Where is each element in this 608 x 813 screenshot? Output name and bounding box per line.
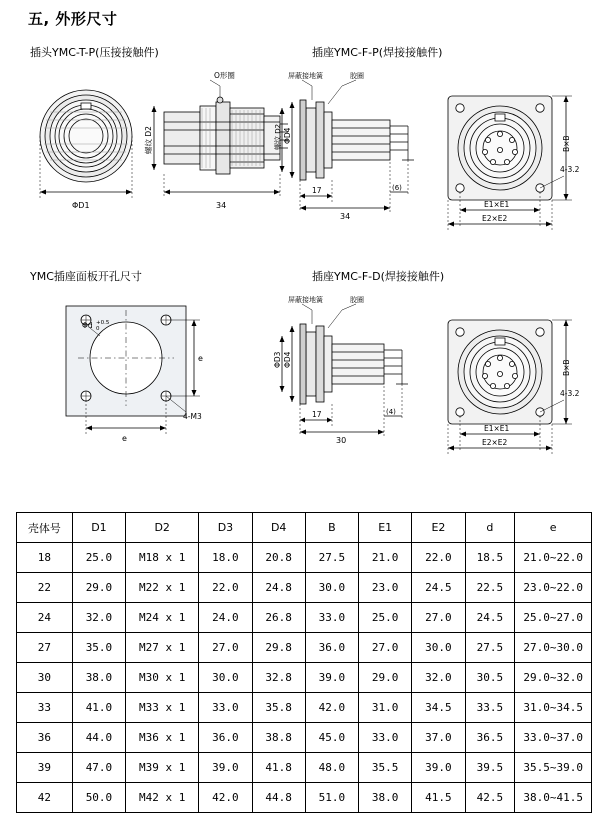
table-cell: 27 — [17, 633, 73, 663]
table-header-cell: E1 — [359, 513, 412, 543]
table-cell: 24 — [17, 603, 73, 633]
table-cell: 33.0~37.0 — [515, 723, 592, 753]
table-cell: M36 x 1 — [126, 723, 199, 753]
table-cell: 42.0 — [199, 783, 252, 813]
table-cell: 31.0 — [359, 693, 412, 723]
table-cell: 47.0 — [72, 753, 125, 783]
table-header-cell: e — [515, 513, 592, 543]
table-cell: 21.0~22.0 — [515, 543, 592, 573]
figure-panel-cutout — [28, 288, 278, 458]
table-cell: 25.0 — [359, 603, 412, 633]
table-cell: 42 — [17, 783, 73, 813]
figure-caption-panel-cut: YMC插座面板开孔尺寸 — [30, 270, 142, 283]
table-header-row — [17, 513, 592, 543]
table-cell: 24.0 — [199, 603, 252, 633]
figure-plug-tp — [24, 64, 290, 234]
svg-text:ΦD3: ΦD3 — [273, 351, 282, 368]
table-cell: 27.0 — [199, 633, 252, 663]
table-cell: 30.0 — [305, 573, 358, 603]
svg-text:E1×E1: E1×E1 — [484, 424, 510, 433]
table-cell: 29.0~32.0 — [515, 663, 592, 693]
table-row — [17, 543, 592, 573]
table-cell: 44.0 — [72, 723, 125, 753]
table-cell: 41.8 — [252, 753, 305, 783]
svg-text:E2×E2: E2×E2 — [482, 438, 508, 447]
table-cell: 33.0 — [305, 603, 358, 633]
table-cell: 35.5~39.0 — [515, 753, 592, 783]
table-row — [17, 753, 592, 783]
table-header-cell: D2 — [126, 513, 199, 543]
table-header-cell: D4 — [252, 513, 305, 543]
table-cell: 22.0 — [412, 543, 465, 573]
svg-text:+0.5: +0.5 — [96, 320, 110, 326]
svg-text:螺纹 D2: 螺纹 D2 — [274, 123, 282, 150]
table-cell: 45.0 — [305, 723, 358, 753]
table-cell: 36.5 — [465, 723, 515, 753]
svg-text:ΦD4: ΦD4 — [283, 351, 292, 368]
table-cell: 25.0~27.0 — [515, 603, 592, 633]
table-cell: 30.0 — [412, 633, 465, 663]
table-header-cell: d — [465, 513, 515, 543]
dimension-table — [16, 512, 592, 813]
table-cell: 48.0 — [305, 753, 358, 783]
table-cell: M27 x 1 — [126, 633, 199, 663]
table-row — [17, 723, 592, 753]
svg-text:Φd: Φd — [82, 321, 93, 330]
page-title: 五, 外形尺寸 — [28, 10, 118, 28]
svg-text:ΦD1: ΦD1 — [72, 201, 90, 210]
table-header-cell: E2 — [412, 513, 465, 543]
table-cell: 39.0 — [305, 663, 358, 693]
svg-text:17: 17 — [312, 186, 322, 195]
svg-text:B×B: B×B — [562, 359, 571, 376]
table-cell: 37.0 — [412, 723, 465, 753]
table-cell: 38.0 — [359, 783, 412, 813]
svg-text:E2×E2: E2×E2 — [482, 214, 508, 223]
table-cell: 38.0~41.5 — [515, 783, 592, 813]
svg-text:34: 34 — [216, 201, 227, 210]
table-cell: 23.0~22.0 — [515, 573, 592, 603]
table-cell: 26.8 — [252, 603, 305, 633]
table-cell: 34.5 — [412, 693, 465, 723]
table-cell: 18 — [17, 543, 73, 573]
table-cell: M24 x 1 — [126, 603, 199, 633]
table-cell: 32.0 — [412, 663, 465, 693]
figure-caption-recept-fd: 插座YMC-F-D(焊接接触件) — [312, 270, 445, 283]
table-cell: M42 x 1 — [126, 783, 199, 813]
svg-text:4-3.2: 4-3.2 — [560, 389, 580, 398]
table-cell: 23.0 — [359, 573, 412, 603]
table-cell: 39 — [17, 753, 73, 783]
table-cell: 39.0 — [199, 753, 252, 783]
svg-text:34: 34 — [340, 212, 351, 221]
table-cell: 25.0 — [72, 543, 125, 573]
table-cell: 30 — [17, 663, 73, 693]
table-cell: M22 x 1 — [126, 573, 199, 603]
table-cell: 27.0 — [359, 633, 412, 663]
table-row — [17, 693, 592, 723]
table-cell: 42.0 — [305, 693, 358, 723]
svg-text:e: e — [198, 354, 203, 363]
svg-text:4-3.2: 4-3.2 — [560, 165, 580, 174]
svg-text:胶圈: 胶圈 — [350, 296, 364, 304]
svg-text:(4): (4) — [386, 408, 396, 416]
svg-text:0: 0 — [96, 326, 100, 332]
table-cell: 29.0 — [72, 573, 125, 603]
figure-caption-recept-fp: 插座YMC-F-P(焊接接触件) — [312, 46, 443, 59]
table-cell: 30.0 — [199, 663, 252, 693]
table-cell: 39.5 — [465, 753, 515, 783]
table-cell: 33 — [17, 693, 73, 723]
table-cell: 27.5 — [465, 633, 515, 663]
table-cell: 31.0~34.5 — [515, 693, 592, 723]
table-cell: 21.0 — [359, 543, 412, 573]
table-cell: 24.8 — [252, 573, 305, 603]
figure-caption-plug-tp: 插头YMC-T-P(压接接触件) — [30, 46, 159, 59]
table-cell: 39.0 — [412, 753, 465, 783]
table-cell: 41.0 — [72, 693, 125, 723]
table-cell: 36.0 — [305, 633, 358, 663]
table-header-cell: 壳体号 — [17, 513, 73, 543]
table-cell: 27.0 — [412, 603, 465, 633]
table-cell: 18.0 — [199, 543, 252, 573]
table-cell: M39 x 1 — [126, 753, 199, 783]
svg-text:ΦD4: ΦD4 — [283, 127, 292, 144]
svg-text:30: 30 — [336, 436, 347, 445]
table-cell: 35.5 — [359, 753, 412, 783]
table-cell: 38.0 — [72, 663, 125, 693]
table-header-cell: D3 — [199, 513, 252, 543]
svg-text:17: 17 — [312, 410, 322, 419]
table-cell: 30.5 — [465, 663, 515, 693]
table-cell: 32.0 — [72, 603, 125, 633]
table-row — [17, 633, 592, 663]
figure-recept-fd — [272, 288, 592, 458]
table-cell: 51.0 — [305, 783, 358, 813]
table-row — [17, 663, 592, 693]
table-cell: 22 — [17, 573, 73, 603]
table-cell: 33.5 — [465, 693, 515, 723]
table-cell: 38.8 — [252, 723, 305, 753]
svg-text:胶圈: 胶圈 — [350, 72, 364, 80]
table-cell: 22.5 — [465, 573, 515, 603]
table-cell: 42.5 — [465, 783, 515, 813]
table-row — [17, 573, 592, 603]
table-cell: 50.0 — [72, 783, 125, 813]
figure-recept-fp — [272, 64, 592, 234]
table-header-cell: B — [305, 513, 358, 543]
table-cell: 27.5 — [305, 543, 358, 573]
svg-text:(6): (6) — [392, 184, 402, 192]
table-cell: 27.0~30.0 — [515, 633, 592, 663]
table-row — [17, 603, 592, 633]
table-cell: 41.5 — [412, 783, 465, 813]
table-cell: 35.8 — [252, 693, 305, 723]
svg-text:屏蔽接地簧: 屏蔽接地簧 — [288, 72, 323, 80]
table-cell: 22.0 — [199, 573, 252, 603]
table-header-cell: D1 — [72, 513, 125, 543]
table-cell: 18.5 — [465, 543, 515, 573]
table-cell: 44.8 — [252, 783, 305, 813]
table-cell: 24.5 — [465, 603, 515, 633]
svg-text:B×B: B×B — [562, 135, 571, 152]
table-cell: M33 x 1 — [126, 693, 199, 723]
table-cell: 36.0 — [199, 723, 252, 753]
table-cell: 33.0 — [359, 723, 412, 753]
table-row — [17, 783, 592, 813]
table-cell: M30 x 1 — [126, 663, 199, 693]
dimension-table-wrapper — [16, 512, 592, 813]
svg-text:e: e — [122, 434, 127, 443]
svg-text:O形圈: O形圈 — [214, 71, 235, 80]
svg-text:螺纹 D2: 螺纹 D2 — [144, 126, 153, 154]
svg-text:屏蔽接地簧: 屏蔽接地簧 — [288, 296, 323, 304]
table-cell: 29.8 — [252, 633, 305, 663]
table-cell: 36 — [17, 723, 73, 753]
table-cell: 29.0 — [359, 663, 412, 693]
table-cell: 20.8 — [252, 543, 305, 573]
table-cell: M18 x 1 — [126, 543, 199, 573]
table-cell: 35.0 — [72, 633, 125, 663]
table-cell: 32.8 — [252, 663, 305, 693]
svg-text:4-M3: 4-M3 — [183, 412, 202, 421]
svg-text:E1×E1: E1×E1 — [484, 200, 510, 209]
table-cell: 24.5 — [412, 573, 465, 603]
table-cell: 33.0 — [199, 693, 252, 723]
